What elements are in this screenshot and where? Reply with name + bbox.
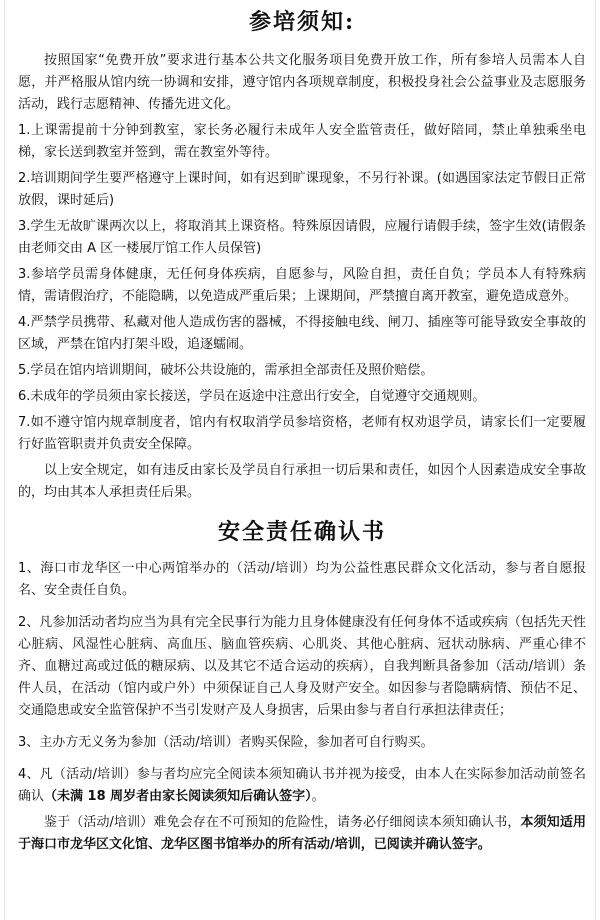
notice-item-2: 2.培训期间学生要严格遵守上课时间，如有迟到旷课现象，不另行补课。(如遇国家法定节假日正常放假，课时延后)	[18, 171, 586, 208]
notice-item-1: 1.上课需提前十分钟到教室，家长务必履行未成年人安全监管责任，做好陪同，禁止单独乘坐电梯，家长送到教室并签到，需在教室外等待。	[18, 123, 586, 160]
confirmation-title: 安全责任确认书	[217, 519, 386, 545]
notice-item-6: 5.学员在馆内培训期间，破坏公共设施的，需承担全部责任及照价赔偿。	[18, 363, 434, 378]
notice-title: 参培须知:	[248, 9, 356, 35]
page-left-edge	[4, 0, 5, 920]
notice-section	[18, 8, 586, 504]
confirmation-item-1: 1、海口市龙华区一中心两馆举办的（活动/培训）均为公益性惠民群众文化活动，参与者自愿报名、安全责任自负。	[18, 561, 586, 598]
confirmation-closing-text: 鉴于（活动/培训）难免会存在不可预知的危险性，请务必仔细阅读本须知确认书，	[44, 815, 521, 830]
confirmation-section	[18, 518, 586, 856]
notice-item-3: 3.学生无故旷课两次以上，将取消其上课资格。特殊原因请假，应履行请假手续，签字生效(请假条由老师交由 A 区一楼展厅馆工作人员保管)	[18, 219, 586, 256]
confirmation-closing-bold: 本须知适用于海口市龙华区文化馆、龙华区图书馆举办的所有活动/培训，已阅读并确认签字。	[18, 815, 586, 852]
confirmation-item-4-bold: （未满 18 周岁者由家长阅读须知后确认签字）	[44, 789, 312, 804]
notice-item-5: 4.严禁学员携带、私藏对他人造成伤害的器械，不得接触电线、闸刀、插座等可能导致安全事故的区域，严禁在馆内打架斗殴，追逐蠕闹。	[18, 315, 586, 352]
notice-intro: 按照国家“免费开放”要求进行基本公共文化服务项目免费开放工作，所有参培人员需本人自愿，并严格服从馆内统一协调和安排，遵守馆内各项规章制度，积极投身社会公益事业及志愿服务活动，践行志愿精神、传播先进文化。	[18, 53, 586, 112]
confirmation-item-4-text: 4、凡（活动/培训）参与者均应完全阅读本须知确认书并视为接受，由本人在实际参加活动前签名确认	[18, 767, 586, 804]
confirmation-item-2: 2、凡参加活动者均应当为具有完全民事行为能力且身体健康没有任何身体不适或疾病（包括先天性心脏病、风湿性心脏病、高血压、脑血管疾病、心肌炎、其他心脏病、冠状动脉病、严重心律不齐、血糖过高或过低的糖尿病、以及其它不适合运动的疾病），自我判断具备参加（活动/培训）条件人员，在活动（馆内或户外）中须保证自己人身及财产安全。如因参与者隐瞒病情、预估不足、交通隐患或安全监管保护不当引发财产及人身损害，后果由参与者自行承担法律责任；	[18, 615, 586, 718]
notice-closing: 以上安全规定，如有违反由家长及学员自行承担一切后果和责任，如因个人因素造成安全事故的，均由其本人承担责任后果。	[18, 463, 586, 500]
confirmation-item-3: 3、主办方无义务为参加（活动/培训）者购买保险，参加者可自行购买。	[18, 735, 434, 750]
confirmation-item-4	[18, 764, 586, 808]
confirmation-closing	[18, 812, 586, 856]
notice-item-7: 6.未成年的学员须由家长接送，学员在返途中注意出行安全，自觉遵守交通规则。	[18, 389, 486, 404]
confirmation-item-4-end: 。	[311, 789, 325, 804]
notice-item-4: 3.参培学员需身体健康，无任何身体疾病，自愿参与，风险自担，责任自负；学员本人有特殊病情，需请假治疗，不能隐瞒，以免造成严重后果；上课期间，严禁擅自离开教室，避免造成意外。	[18, 267, 586, 304]
notice-item-8: 7.如不遵守馆内规章制度者，馆内有权取消学员参培资格，老师有权劝退学员，请家长们一定要履行好监管职责并负责安全保障。	[18, 415, 586, 452]
page-right-edge	[595, 0, 596, 920]
